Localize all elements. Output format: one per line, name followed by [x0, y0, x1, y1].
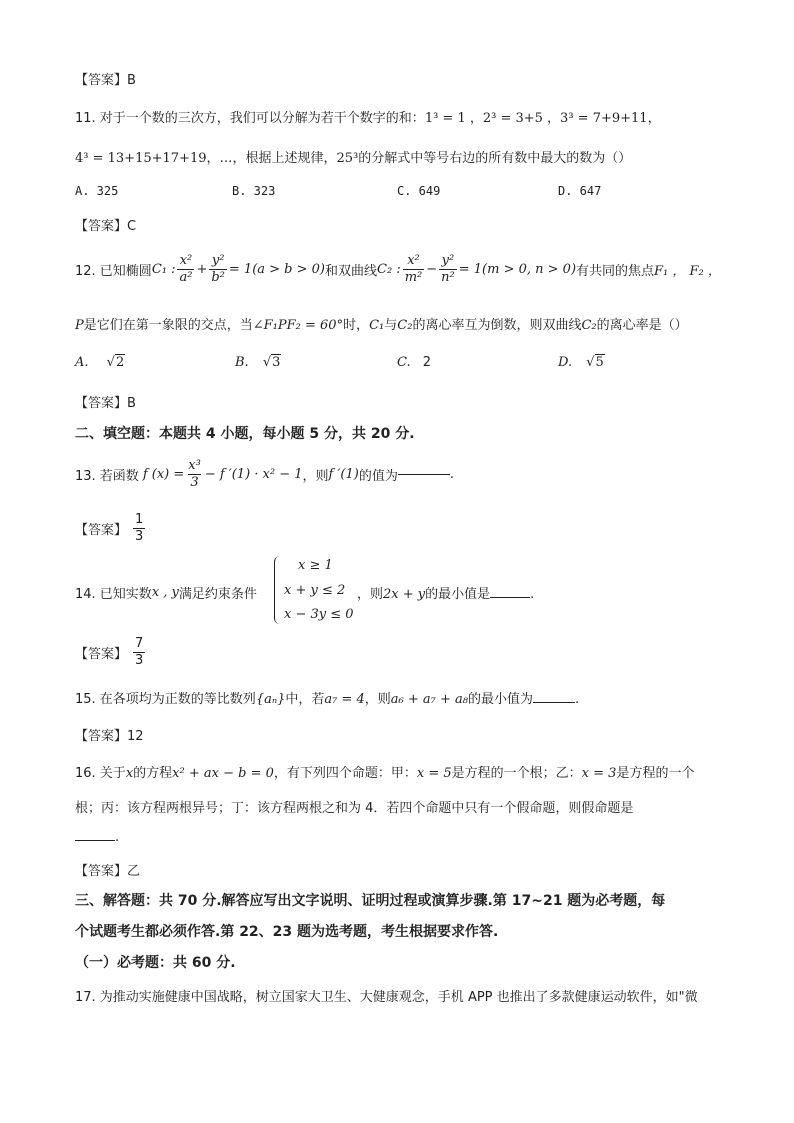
answer-16: [75, 860, 140, 879]
root-5: x = 5: [416, 766, 452, 781]
period: .: [530, 587, 535, 602]
foci: F₁ ， F₂ ，: [654, 264, 721, 279]
sqrt-icon: √5: [586, 355, 604, 370]
answer-label: 【答案】: [75, 396, 128, 411]
question-11-text: 11. 对于一个数的三次方，我们可以分解为若干个数字的和：: [75, 111, 425, 126]
question-12-text-4: 是它们在第一象限的交点，当: [83, 318, 253, 333]
answer-11: [75, 215, 136, 234]
ellipse-condition: = 1(a > b > 0): [228, 262, 326, 277]
question-13: [75, 458, 454, 491]
constraint-3: x − 3y ≤ 0: [284, 607, 354, 622]
hyperbola-name: C₂ :: [377, 262, 401, 277]
answer-value: B: [127, 73, 136, 88]
question-16-text: 16. 关于: [75, 766, 126, 781]
function-name: f (x) =: [142, 467, 185, 482]
answer-fraction: [133, 512, 145, 545]
period: .: [575, 692, 580, 707]
question-13-text: 13. 若函数: [75, 469, 139, 484]
brace-icon: [274, 556, 281, 624]
question-12-text: 12. 已知椭圆: [75, 264, 152, 279]
question-13-text-3: 的值为: [358, 469, 398, 484]
fraction-x2-a2: $\frac{\text{x²}}{\text{a²}}$: [179, 253, 193, 285]
question-14-text-2: 满足约束条件: [178, 587, 257, 602]
question-11-option-c: C. 649: [397, 184, 441, 198]
answer-15: [75, 725, 144, 744]
question-11-line-2: [75, 147, 631, 166]
c2-b: C₂: [581, 318, 597, 333]
answer-14: [75, 636, 147, 669]
constraint-1: x ≥ 1: [298, 558, 333, 573]
answer-fraction: [133, 636, 145, 669]
question-17: 17. 为推动实施健康中国战略，树立国家大卫生、大健康观念，手机 APP 也推出了多款健康运动软件，如"微: [75, 990, 698, 1005]
ellipse-name: C₁ :: [151, 262, 176, 277]
option-value: 2: [422, 355, 432, 370]
question-12-text-7: 的离心率互为倒数，则双曲线: [412, 318, 582, 333]
question-11-text-2: ，…，根据上述规律，: [206, 151, 337, 166]
answer-value: C: [127, 219, 137, 234]
question-16-text-3: ，有下列四个命题：甲：: [273, 766, 417, 781]
option-letter: B.: [235, 355, 249, 370]
question-12-text-3: 有共同的焦点: [576, 264, 655, 279]
question-11-option-d: D. 647: [558, 184, 602, 198]
c2: C₂: [397, 318, 413, 333]
period: .: [449, 467, 454, 482]
constraint-2: x + y ≤ 2: [284, 583, 346, 598]
variable-x: x: [125, 766, 134, 781]
answer-value: B: [127, 396, 136, 411]
condition: a₇ = 4: [324, 692, 365, 707]
answer-label: 【答案】: [75, 864, 128, 879]
option-letter: A.: [75, 355, 89, 370]
question-16-text-4: 是方程的一个根；乙：: [451, 766, 582, 781]
question-14-text-3: ，则: [357, 587, 384, 602]
answer-blank[interactable]: [398, 474, 450, 475]
question-15: [75, 688, 579, 707]
option-value: 5: [595, 355, 604, 370]
sqrt-icon: √2: [106, 355, 125, 370]
question-11-option-a: A. 325: [75, 184, 119, 198]
answer-label: 【答案】: [75, 647, 128, 662]
hyperbola-condition: = 1(m > 0, n > 0): [458, 262, 577, 277]
question-16-line-1: [75, 762, 694, 781]
answer-label: 【答案】: [75, 729, 128, 744]
fraction-x3-3: $\frac{\text{x³}}{3}$: [188, 458, 201, 490]
fraction-y2-b2: $\frac{\text{y²}}{\text{b²}}$: [211, 253, 225, 285]
section-2-heading: 二、填空题：本题共 4 小题，每小题 5 分，共 20 分.: [75, 426, 415, 442]
question-11-option-b: B. 323: [232, 184, 276, 198]
denominator: 3: [135, 529, 144, 544]
answer-13: [75, 512, 147, 545]
question-12-text-2: 和双曲线: [325, 264, 378, 279]
numerator: 7: [135, 636, 144, 651]
question-11-math-3: 25³: [336, 151, 359, 166]
question-14-text-4: 的最小值是: [425, 587, 491, 602]
question-15-text-3: ，则: [364, 692, 391, 707]
answer-value: 乙: [127, 864, 141, 879]
period: .: [115, 830, 120, 845]
question-13-text-2: ，则: [302, 469, 329, 484]
question-15-text-2: 中，若: [285, 692, 325, 707]
answer-10: [75, 69, 136, 88]
question-14-tail: [357, 583, 534, 602]
question-11-text-3: 的分解式中等号右边的所有数中最大的数为（）: [358, 151, 632, 166]
section-3-heading-line-2: 个试题考生都必须作答.第 22、23 题为选考题，考生根据要求作答.: [75, 924, 499, 940]
question-15-text-4: 的最小值为: [468, 692, 534, 707]
question-12-option-a: [75, 355, 125, 370]
answer-blank[interactable]: [75, 840, 115, 841]
answer-label: 【答案】: [75, 73, 128, 88]
answer-blank[interactable]: [533, 702, 575, 703]
question-11-line-1: [75, 107, 661, 126]
question-12-text-5: 时，: [343, 318, 370, 333]
expression: a₆ + a₇ + a₈: [390, 692, 468, 707]
equation: x² + ax − b = 0: [172, 766, 274, 781]
c1: C₁: [369, 318, 385, 333]
question-12-option-d: [558, 355, 605, 370]
section-3-subheading: （一）必考题：共 60 分.: [75, 955, 236, 971]
derivative: f ′(1): [328, 467, 359, 482]
variables: x , y: [151, 585, 179, 600]
section-3-heading-line-1: 三、解答题：共 70 分.解答应写出文字说明、证明过程或演算步骤.第 17~21 题为必考题，每: [75, 893, 666, 909]
sequence: {aₙ}: [255, 692, 286, 707]
question-15-text: 15. 在各项均为正数的等比数列: [75, 692, 256, 707]
question-16-line-3: [75, 830, 119, 845]
question-16-line-2: 根；丙：该方程两根异号；丁：该方程两根之和为 4．若四个命题中只有一个假命题，则假命题是: [75, 801, 634, 816]
question-11-math-2: 4³ = 13+15+17+19: [75, 151, 207, 166]
answer-label: 【答案】: [75, 219, 128, 234]
denominator: 3: [135, 653, 144, 668]
option-letter: D.: [558, 355, 573, 370]
sqrt-icon: √3: [262, 355, 281, 370]
fraction-y2-n2: $\frac{\text{y²}}{\text{n²}}$: [441, 253, 455, 285]
question-11-math: 1³ = 1 ，2³ = 3+5 ，3³ = 7+9+11，: [424, 111, 661, 126]
option-letter: C.: [397, 355, 411, 370]
answer-label: 【答案】: [75, 523, 128, 538]
answer-value: 12: [127, 729, 144, 744]
question-16-text-2: 的方程: [133, 766, 173, 781]
fraction-x2-m2: $\frac{\text{x²}}{\text{m²}}$: [404, 253, 423, 285]
root-3: x = 3: [581, 766, 617, 781]
angle: ∠F₁PF₂ = 60°: [252, 318, 344, 333]
point-p: P: [75, 318, 84, 333]
question-12-text-8: 的离心率是（）: [596, 318, 688, 333]
question-12-line-2: [75, 314, 688, 333]
question-16-text-5: 是方程的一个: [616, 766, 695, 781]
answer-12: [75, 392, 136, 411]
expression: 2x + y: [383, 587, 426, 602]
question-14: [75, 583, 257, 602]
option-value: 2: [115, 355, 125, 370]
question-12-line-1: 12. 已知椭圆 C₁ : $\frac{\text{x²}}{\text{a²}}$ + $\frac{\text{y²}}{\text{b²}}$ = 1(a > b > 0) 和双曲线 C₂ : $\frac{\text{x²}}{\text{m²}}$ − $\frac{\text{y²}}{\text{n²}}$ = 1(m > 0, n > 0) 有共同的焦点 F₁ ， F₂ ，: [75, 253, 721, 285]
option-value: 3: [272, 355, 281, 370]
question-12-option-c: [397, 355, 431, 370]
function-rest: − f ′(1) · x² − 1: [204, 467, 303, 482]
question-12-option-b: [235, 355, 281, 370]
answer-blank[interactable]: [490, 597, 530, 598]
question-14-text: 14. 已知实数: [75, 587, 152, 602]
numerator: 1: [135, 512, 144, 527]
question-12-text-6: 与: [384, 318, 398, 333]
